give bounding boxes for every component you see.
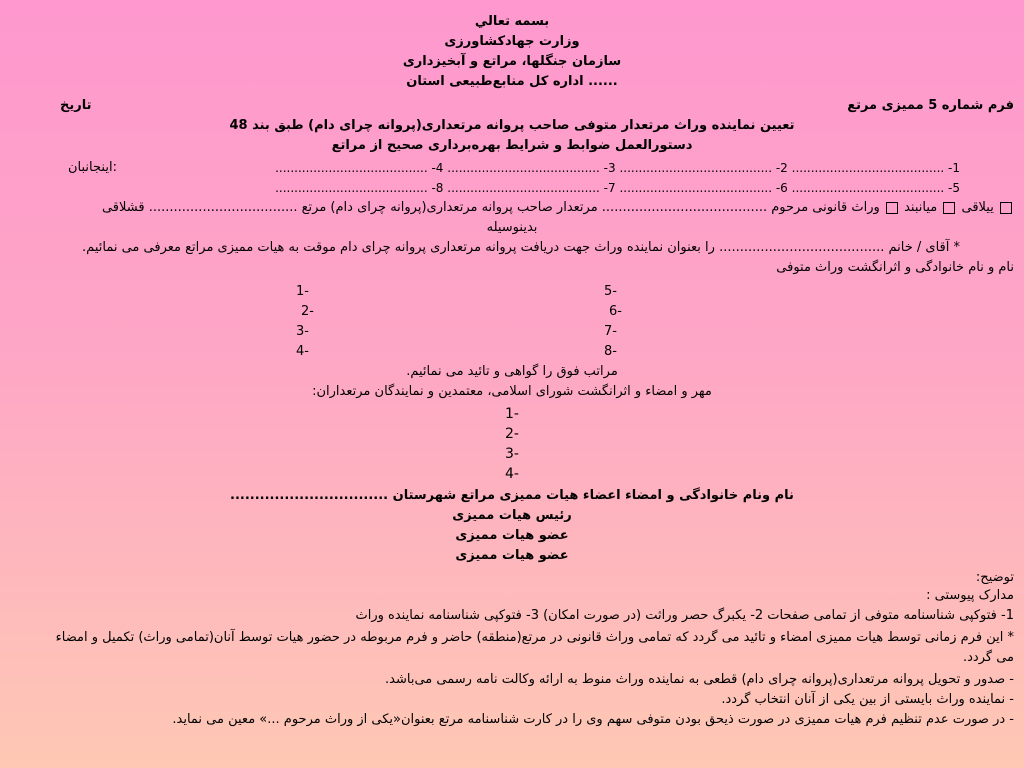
notes-title: توضیح: (975, 570, 1014, 585)
heirs-row-2: 5- ........................................ 6- ........................................ 7- ........................................ 8- ........................................ (275, 181, 960, 195)
header-bismillah: بسمه تعالي (474, 14, 550, 29)
gheshlaghi-label: قشلاقی (101, 200, 145, 215)
left-list-item: 2- (301, 304, 314, 319)
left-list-item: 4- (296, 344, 309, 359)
council-list-item: 4- (505, 466, 519, 482)
council-list-item: 3- (505, 446, 519, 462)
header-provincial-office: اداره کل منابع‌طبیعی استان ...... (406, 74, 618, 89)
right-list-item: 7- (604, 324, 617, 339)
council-signatures-label: مهر و امضاء و اثرانگشت شورای اسلامی، معتمدین و نمایندگان مرتعداران: (312, 384, 712, 399)
right-list-item: 6- (609, 304, 622, 319)
committee-member: عضو هیات ممیزی (455, 548, 569, 563)
note-signature-rule: * این فرم زمانی توسط هیات ممیزی امضاء و تائید می گردد که تمامی وراث قانونی در مرتع(منطقه) حاضر و فرم مربوطه در حضور هیات توسط آنان(تمامی وراث) تکمیل و امضاء (55, 630, 1014, 645)
left-list-item: 3- (296, 324, 309, 339)
committee-chair: رئیس هیات ممیزی (452, 508, 572, 523)
right-list-item: 5- (604, 284, 617, 299)
council-list-item: 1- (505, 406, 519, 422)
form-title: تعیین نماینده وراث مرتعدار متوفی صاحب پروانه مرتعداری(پروانه چرای دام) طبق بند 48 (229, 118, 795, 133)
bedinvasile-text: بدینوسیله (486, 220, 538, 235)
committee-member: عضو هیات ممیزی (455, 528, 569, 543)
left-list-item: 1- (296, 284, 309, 299)
form-number: فرم شماره 5 ممیزی مرتع (847, 98, 1014, 113)
note-signature-rule-cont: می گردد. (962, 650, 1014, 665)
heirs-row-1: 1- ........................................ 2- ........................................ 3- ........................................ 4- ........................................ (275, 161, 960, 175)
miyaneband-checkbox[interactable] (943, 202, 955, 214)
right-list-item: 8- (604, 344, 617, 359)
attachments-label: مدارک پیوستی : (926, 588, 1014, 603)
heirs-legal-line (102, 198, 1014, 218)
representative-intro: * آقای / خانم ........................................ را بعنوان نماینده وراث جهت دریافت پروانه مرتعداری پروانه چرای دام موقت به هیات ممیزی مراتع معرفی می نمائیم. (82, 240, 960, 255)
names-fingerprint-label: نام و نام خانوادگی و اثرانگشت وراث متوفی (776, 260, 1014, 275)
header-ministry: وزارت جهادکشاورزی (444, 34, 580, 49)
heirs-label: اینجانبان: (68, 160, 117, 175)
form-subtitle: دستورالعمل ضوابط و شرایط بهره‌برداری صحیح از مراتع (331, 138, 693, 153)
header-organization: سازمان جنگلها، مراتع و آبخیزداری (402, 54, 622, 69)
yeylaghi-checkbox[interactable] (1000, 202, 1012, 214)
note-representative-selection: - نماینده وراث بایستی از بین یکی از آنان انتخاب گردد. (721, 692, 1014, 707)
note-default-case: - در صورت عدم تنظیم فرم هیات ممیزی در صورت ذیحق بودن متوفی سهم وی را در کارت شناسنامه مرتع بعنوان«یکی از وراث مرحوم ...» معین می نماید. (172, 712, 1014, 727)
committee-heading: نام ونام خانوادگی و امضاء اعضاء هیات ممیزی مراتع شهرستان ................................ (230, 488, 794, 503)
date-label: تاریخ (60, 98, 92, 113)
confirmation-text: مراتب فوق را گواهی و تائید می نمائیم. (406, 364, 618, 379)
miyaneband-label: میانبند (904, 200, 938, 215)
attachments-list: 1- فتوکپی شناسنامه متوفی از تمامی صفحات 2- یکبرگ حصر وراثت (در صورت امکان) 3- فتوکپی شناسنامه نماینده وراث (355, 608, 1014, 623)
yeylaghi-label: ییلاقی (961, 200, 994, 215)
note-permit-issuance: - صدور و تحویل پروانه مرتعداری(پروانه چرای دام) قطعی به نماینده وراث منوط به ارائه وکالت نامه رسمی می‌باشد. (385, 672, 1014, 687)
council-list-item: 2- (505, 426, 519, 442)
gheshlaghi-checkbox[interactable] (886, 202, 898, 214)
legal-heirs-text: وراث قانونی مرحوم ........................................ مرتعدار صاحب پروانه مرتعداری(پروانه چرای دام) مرتع .................................... (148, 200, 880, 215)
